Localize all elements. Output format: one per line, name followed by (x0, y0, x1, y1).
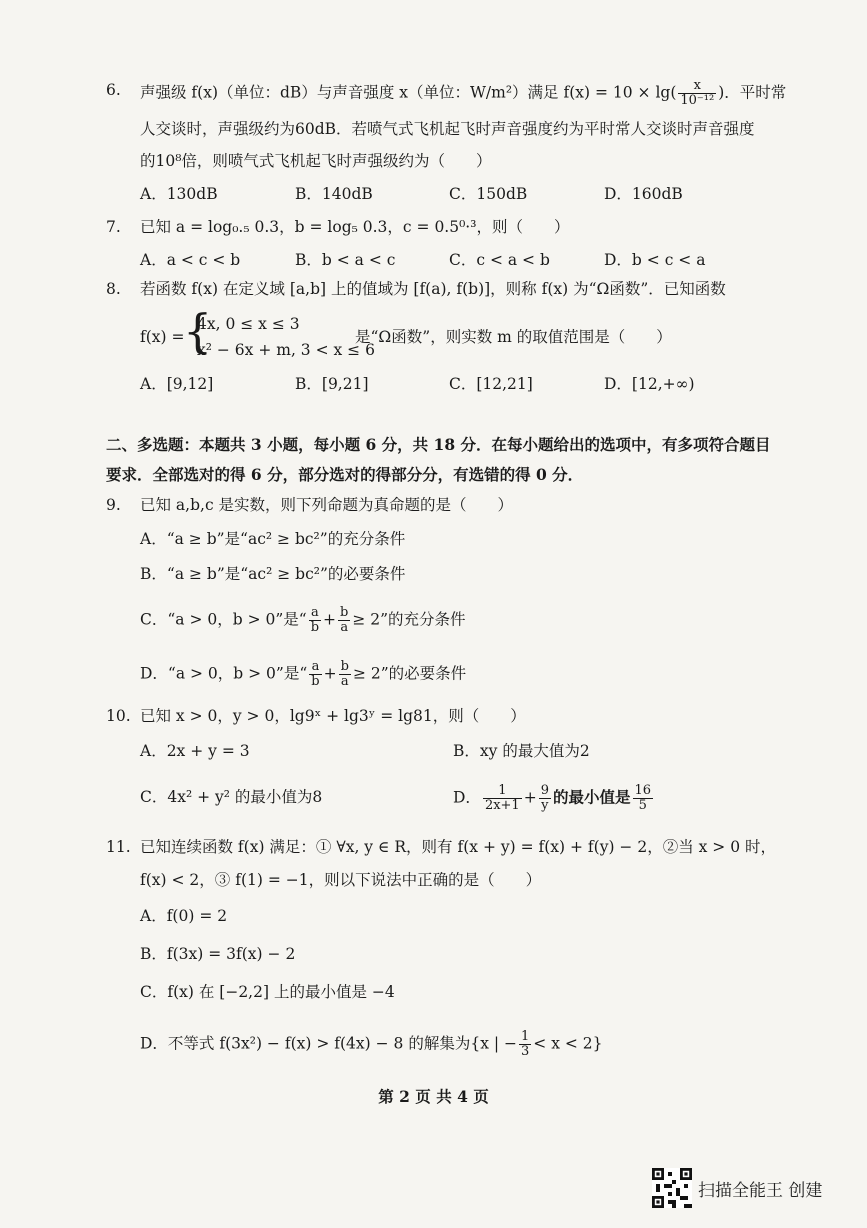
q10-d-frac1-den: 2x+1 (484, 798, 520, 813)
q9-c-frac2-den: a (340, 620, 349, 635)
q8-number: 8. (106, 280, 121, 298)
q10-option-b: B．xy 的最大值为2 (453, 742, 590, 760)
q10-d-frac3-num: 16 (634, 783, 652, 798)
q9-c-frac2 (338, 606, 350, 635)
q11-line1: 已知连续函数 f(x) 满足：① ∀x, y ∈ R，则有 f(x + y) = f(x) + f(y) − 2，②当 x > 0 时， (140, 838, 777, 856)
q11-option-b: B．f(3x) = 3f(x) − 2 (140, 945, 296, 963)
q7-option-b: B．b < a < c (295, 251, 396, 269)
q7-option-c: C．c < a < b (449, 251, 550, 269)
q6-line3: 的10⁸倍，则喷气式飞机起飞时声强级约为（ ） (140, 152, 492, 170)
q11-d-frac (519, 1030, 531, 1059)
q9-option-d (140, 660, 466, 689)
q9-d-text: D．“a > 0，b > 0”是“ (140, 664, 308, 683)
q7-line1: 已知 a = log₀.₅ 0.3，b = log₅ 0.3，c = 0.5⁰·³，则（ ） (140, 218, 570, 236)
q10-d-frac3 (633, 784, 654, 813)
q9-c-plus: + (323, 610, 337, 629)
q8-tail: 是“Ω函数”，则实数 m 的取值范围是（ ） (355, 328, 672, 346)
q9-c-text: C．“a > 0，b > 0”是“ (140, 610, 307, 629)
q6-line2: 人交谈时，声强级约为60dB．若喷气式飞机起飞时声音强度约为平时常人交谈时声音强度 (140, 120, 755, 138)
q6-frac-num: x (678, 79, 716, 94)
q11-d-set-b: < x < 2} (533, 1034, 603, 1053)
q9-d-tail: ≥ 2”的必要条件 (352, 664, 467, 683)
q9-c-tail: ≥ 2”的充分条件 (352, 610, 466, 629)
q11-option-c: C．f(x) 在 [−2,2] 上的最小值是 −4 (140, 983, 395, 1001)
q10-d-frac3-den: 5 (638, 798, 647, 813)
q6-line1-text: 声强级 f(x)（单位：dB）与声音强度 x（单位：W/m²）满足 f(x) = 10 × lg( (140, 83, 677, 102)
q9-d-frac1-num: a (309, 660, 321, 675)
q10-number: 10. (106, 707, 131, 725)
q9-d-frac1 (309, 660, 321, 689)
q9-number: 9. (106, 496, 121, 514)
q9-d-frac2-den: a (340, 674, 349, 689)
q7-number: 7. (106, 218, 121, 236)
q6-line1-tail: )．平时常 (718, 83, 787, 102)
q7-option-d: D．b < c < a (604, 251, 706, 269)
q10-d-text: 的最小值是 (553, 787, 631, 807)
q8-case1: 4x, 0 ≤ x ≤ 3 (197, 315, 300, 333)
q6-option-c: C．150dB (449, 185, 528, 203)
q11-number: 11. (106, 838, 131, 856)
q10-option-c: C．4x² + y² 的最小值为8 (140, 788, 323, 806)
q9-d-frac1-den: b (311, 674, 320, 689)
qr-code-icon (652, 1168, 692, 1208)
q10-option-d (453, 784, 655, 813)
q10-d-frac2 (539, 784, 551, 813)
q11-d-frac-num: 1 (521, 1029, 530, 1044)
q9-d-frac2 (339, 660, 351, 689)
q9-option-a: A．“a ≥ b”是“ac² ≥ bc²”的充分条件 (140, 530, 406, 548)
q6-option-a: A．130dB (140, 185, 218, 203)
q11-option-a: A．f(0) = 2 (140, 907, 228, 925)
q6-option-d: D．160dB (604, 185, 683, 203)
q6-fraction (678, 79, 716, 108)
q10-line1: 已知 x > 0，y > 0，lg9ˣ + lg3ʸ = lg81，则（ ） (140, 707, 526, 725)
q6-line1 (140, 79, 786, 108)
q6-option-b: B．140dB (295, 185, 373, 203)
q6-number: 6. (106, 81, 121, 99)
q11-line2: f(x) < 2，③ f(1) = −1，则以下说法中正确的是（ ） (140, 871, 542, 889)
q8-line1: 若函数 f(x) 在定义域 [a,b] 上的值域为 [f(a), f(b)]，则称 f(x) 为“Ω函数”．已知函数 (140, 280, 726, 298)
q9-option-c (140, 606, 466, 635)
q9-c-frac2-num: b (340, 605, 349, 620)
q6-frac-den: 10⁻¹² (680, 93, 715, 108)
q10-d-label: D． (453, 788, 481, 807)
q8-brace: { (183, 304, 213, 358)
q11-option-d (140, 1030, 603, 1059)
q9-line1: 已知 a,b,c 是实数，则下列命题为真命题的是（ ） (140, 496, 514, 514)
section2-line1: 二、多选题：本题共 3 小题，每小题 6 分，共 18 分．在每小题给出的选项中，有多项符合题目 (106, 435, 771, 454)
q11-d-set-a: {x | − (470, 1034, 517, 1053)
q10-d-frac2-num: 9 (540, 783, 549, 798)
q10-d-frac2-den: y (541, 798, 549, 813)
q9-c-frac1-den: b (310, 620, 320, 635)
q9-d-plus: + (323, 664, 337, 683)
q9-option-b: B．“a ≥ b”是“ac² ≥ bc²”的必要条件 (140, 565, 406, 583)
q9-c-frac1 (309, 606, 321, 635)
q8-option-b: B．[9,21] (295, 375, 369, 393)
q7-option-a: A．a < c < b (140, 251, 241, 269)
q10-d-frac1 (483, 784, 522, 813)
q8-option-d: D．[12,+∞) (604, 375, 695, 393)
q11-d-text: D．不等式 f(3x²) − f(x) > f(4x) − 8 的解集为 (140, 1034, 471, 1053)
q8-option-a: A．[9,12] (140, 375, 214, 393)
q8-option-c: C．[12,21] (449, 375, 533, 393)
section2-line2: 要求．全部选对的得 6 分，部分选对的得部分分，有选错的得 0 分． (106, 465, 584, 484)
q11-d-frac-den: 3 (521, 1044, 530, 1059)
q9-c-frac1-num: a (309, 606, 321, 621)
page-footer: 第 2 页 共 4 页 (378, 1087, 489, 1106)
scanner-watermark: 扫描全能王 创建 (698, 1181, 823, 1201)
q9-d-frac2-num: b (340, 659, 349, 674)
q8-fx: f(x) = (140, 328, 185, 346)
q10-option-a: A．2x + y = 3 (140, 742, 250, 760)
q8-case2: x² − 6x + m, 3 < x ≤ 6 (197, 341, 375, 359)
q10-d-frac1-num: 1 (483, 784, 522, 799)
q10-d-plus: + (523, 788, 537, 807)
